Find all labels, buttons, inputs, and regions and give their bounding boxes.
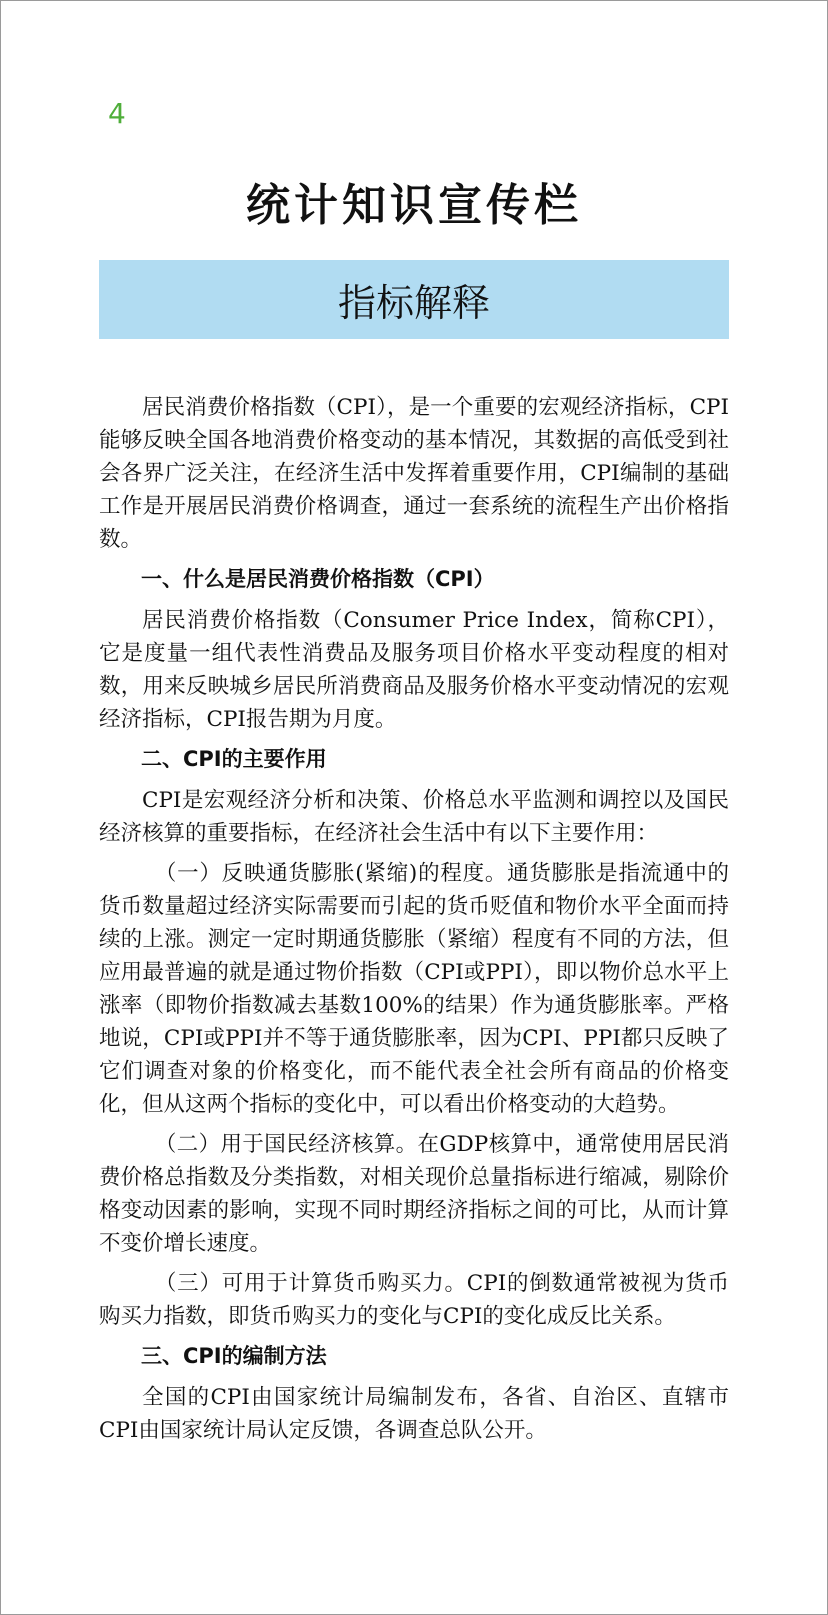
- section-3-heading: 三、CPI的编制方法: [141, 1344, 327, 1368]
- section-banner: [99, 260, 729, 339]
- section-3-paragraph: 全国的CPI由国家统计局编制发布，各省、自治区、直辖市CPI由国家统计局认定反馈，各调查总队公开。: [99, 1385, 729, 1443]
- section-2-item-1: （一）反映通货膨胀(紧缩)的程度。通货膨胀是指流通中的货币数量超过经济实际需要而引起的货币贬值和物价水平全面而持续的上涨。测定一定时期通货膨胀（紧缩）程度有不同的方法，但应用最普遍的就是通过物价指数（CPI或PPI），即以物价总水平上涨率（即物价指数减去基数100%的结果）作为通货膨胀率。严格地说，CPI或PPI并不等于通货膨胀率，因为CPI、PPI都只反映了它们调查对象的价格变化，而不能代表全社会所有商品的价格变化，但从这两个指标的变化中，可以看出价格变动的大趋势。: [99, 861, 729, 1117]
- section-2-paragraph: CPI是宏观经济分析和决策、价格总水平监测和调控以及国民经济核算的重要指标，在经济社会生活中有以下主要作用：: [99, 788, 729, 846]
- section-2-item-3: （三）可用于计算货币购买力。CPI的倒数通常被视为货币购买力指数，即货币购买力的变化与CPI的变化成反比关系。: [99, 1271, 729, 1329]
- section-1-paragraph: 居民消费价格指数（Consumer Price Index，简称CPI），它是度量一组代表性消费品及服务项目价格水平变动程度的相对数，用来反映城乡居民所消费商品及服务价格水平变动情况的宏观经济指标，CPI报告期为月度。: [99, 608, 729, 732]
- section-1-heading: 一、什么是居民消费价格指数（CPI）: [141, 567, 495, 591]
- section-2-heading: 二、CPI的主要作用: [141, 747, 327, 771]
- article-body: [99, 391, 729, 1454]
- banner-title: 指标解释: [337, 281, 490, 325]
- page-number: 4: [108, 97, 126, 130]
- main-title: 统计知识宣传栏: [246, 180, 582, 231]
- intro-paragraph: 居民消费价格指数（CPI），是一个重要的宏观经济指标，CPI能够反映全国各地消费价格变动的基本情况，其数据的高低受到社会各界广泛关注，在经济生活中发挥着重要作用，CPI编制的基础工作是开展居民消费价格调查，通过一套系统的流程生产出价格指数。: [99, 395, 729, 552]
- section-2-item-2: （二）用于国民经济核算。在GDP核算中，通常使用居民消费价格总指数及分类指数，对相关现价总量指标进行缩减，剔除价格变动因素的影响，实现不同时期经济指标之间的可比，从而计算不变价增长速度。: [99, 1132, 729, 1256]
